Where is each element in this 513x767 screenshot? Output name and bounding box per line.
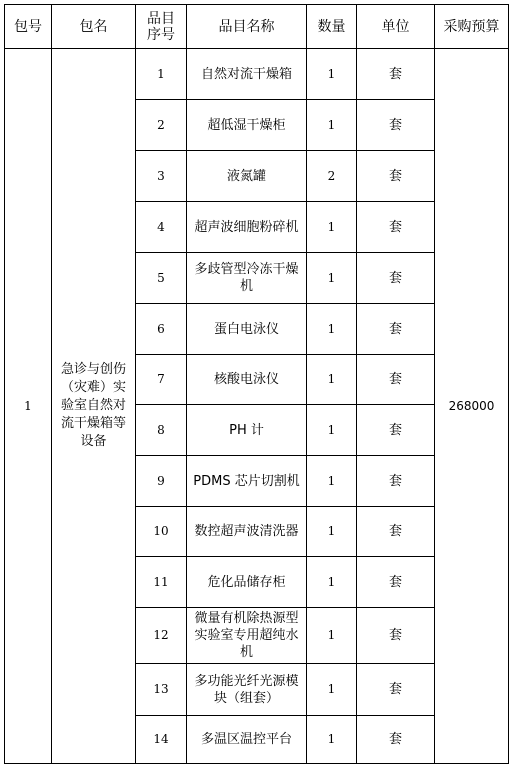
item-unit-cell: 套 bbox=[357, 355, 435, 405]
item-seq-cell: 1 bbox=[136, 49, 187, 100]
item-name-cell: PH 计 bbox=[187, 405, 307, 456]
item-name-cell: 超低湿干燥柜 bbox=[187, 100, 307, 151]
item-quantity-cell: 1 bbox=[307, 253, 357, 304]
item-unit-cell: 套 bbox=[357, 151, 435, 202]
item-unit-cell: 套 bbox=[357, 100, 435, 151]
item-name-cell: 微量有机除热源型实验室专用超纯水机 bbox=[187, 608, 307, 664]
item-seq-cell: 9 bbox=[136, 456, 187, 507]
item-seq-cell: 13 bbox=[136, 664, 187, 716]
item-quantity-cell: 1 bbox=[307, 355, 357, 405]
item-seq-cell: 11 bbox=[136, 557, 187, 608]
header-item-no: 品目 序号 bbox=[136, 5, 187, 49]
header-budget: 采购预算 bbox=[435, 5, 509, 49]
item-name-cell: 超声波细胞粉碎机 bbox=[187, 202, 307, 253]
item-seq-cell: 5 bbox=[136, 253, 187, 304]
item-name-cell: 液氮罐 bbox=[187, 151, 307, 202]
item-seq-cell: 14 bbox=[136, 716, 187, 764]
item-name-cell: 自然对流干燥箱 bbox=[187, 49, 307, 100]
procurement-table bbox=[4, 4, 509, 764]
item-seq-cell: 12 bbox=[136, 608, 187, 664]
package-no-cell: 1 bbox=[5, 49, 52, 764]
header-quantity: 数量 bbox=[307, 5, 357, 49]
item-name-cell: PDMS 芯片切割机 bbox=[187, 456, 307, 507]
item-seq-cell: 4 bbox=[136, 202, 187, 253]
item-quantity-cell: 1 bbox=[307, 557, 357, 608]
item-seq-cell: 8 bbox=[136, 405, 187, 456]
item-name-cell: 多功能光纤光源模块（组套） bbox=[187, 664, 307, 716]
item-quantity-cell: 1 bbox=[307, 304, 357, 355]
item-unit-cell: 套 bbox=[357, 507, 435, 557]
item-unit-cell: 套 bbox=[357, 202, 435, 253]
item-quantity-cell: 1 bbox=[307, 100, 357, 151]
header-row bbox=[5, 5, 509, 49]
item-unit-cell: 套 bbox=[357, 456, 435, 507]
item-quantity-cell: 1 bbox=[307, 405, 357, 456]
item-quantity-cell: 1 bbox=[307, 202, 357, 253]
item-seq-cell: 2 bbox=[136, 100, 187, 151]
item-unit-cell: 套 bbox=[357, 253, 435, 304]
header-package-name: 包名 bbox=[52, 5, 136, 49]
budget-cell: 268000 bbox=[435, 49, 509, 764]
item-unit-cell: 套 bbox=[357, 608, 435, 664]
item-name-cell: 危化品储存柜 bbox=[187, 557, 307, 608]
item-seq-cell: 3 bbox=[136, 151, 187, 202]
item-unit-cell: 套 bbox=[357, 304, 435, 355]
item-quantity-cell: 1 bbox=[307, 664, 357, 716]
header-item-name: 品目名称 bbox=[187, 5, 307, 49]
procurement-table-container bbox=[4, 4, 509, 764]
item-name-cell: 核酸电泳仪 bbox=[187, 355, 307, 405]
item-quantity-cell: 1 bbox=[307, 507, 357, 557]
item-unit-cell: 套 bbox=[357, 664, 435, 716]
table-row bbox=[5, 49, 509, 100]
header-package-no: 包号 bbox=[5, 5, 52, 49]
item-name-cell: 多温区温控平台 bbox=[187, 716, 307, 764]
item-quantity-cell: 1 bbox=[307, 49, 357, 100]
item-name-cell: 数控超声波清洗器 bbox=[187, 507, 307, 557]
item-quantity-cell: 1 bbox=[307, 456, 357, 507]
item-quantity-cell: 1 bbox=[307, 716, 357, 764]
item-seq-cell: 6 bbox=[136, 304, 187, 355]
item-seq-cell: 10 bbox=[136, 507, 187, 557]
item-unit-cell: 套 bbox=[357, 405, 435, 456]
package-name-cell: 急诊与创伤（灾难）实验室自然对流干燥箱等设备 bbox=[52, 49, 136, 764]
item-unit-cell: 套 bbox=[357, 716, 435, 764]
item-name-cell: 多歧管型冷冻干燥机 bbox=[187, 253, 307, 304]
item-quantity-cell: 2 bbox=[307, 151, 357, 202]
item-unit-cell: 套 bbox=[357, 557, 435, 608]
item-seq-cell: 7 bbox=[136, 355, 187, 405]
item-name-cell: 蛋白电泳仪 bbox=[187, 304, 307, 355]
item-quantity-cell: 1 bbox=[307, 608, 357, 664]
item-unit-cell: 套 bbox=[357, 49, 435, 100]
header-unit: 单位 bbox=[357, 5, 435, 49]
